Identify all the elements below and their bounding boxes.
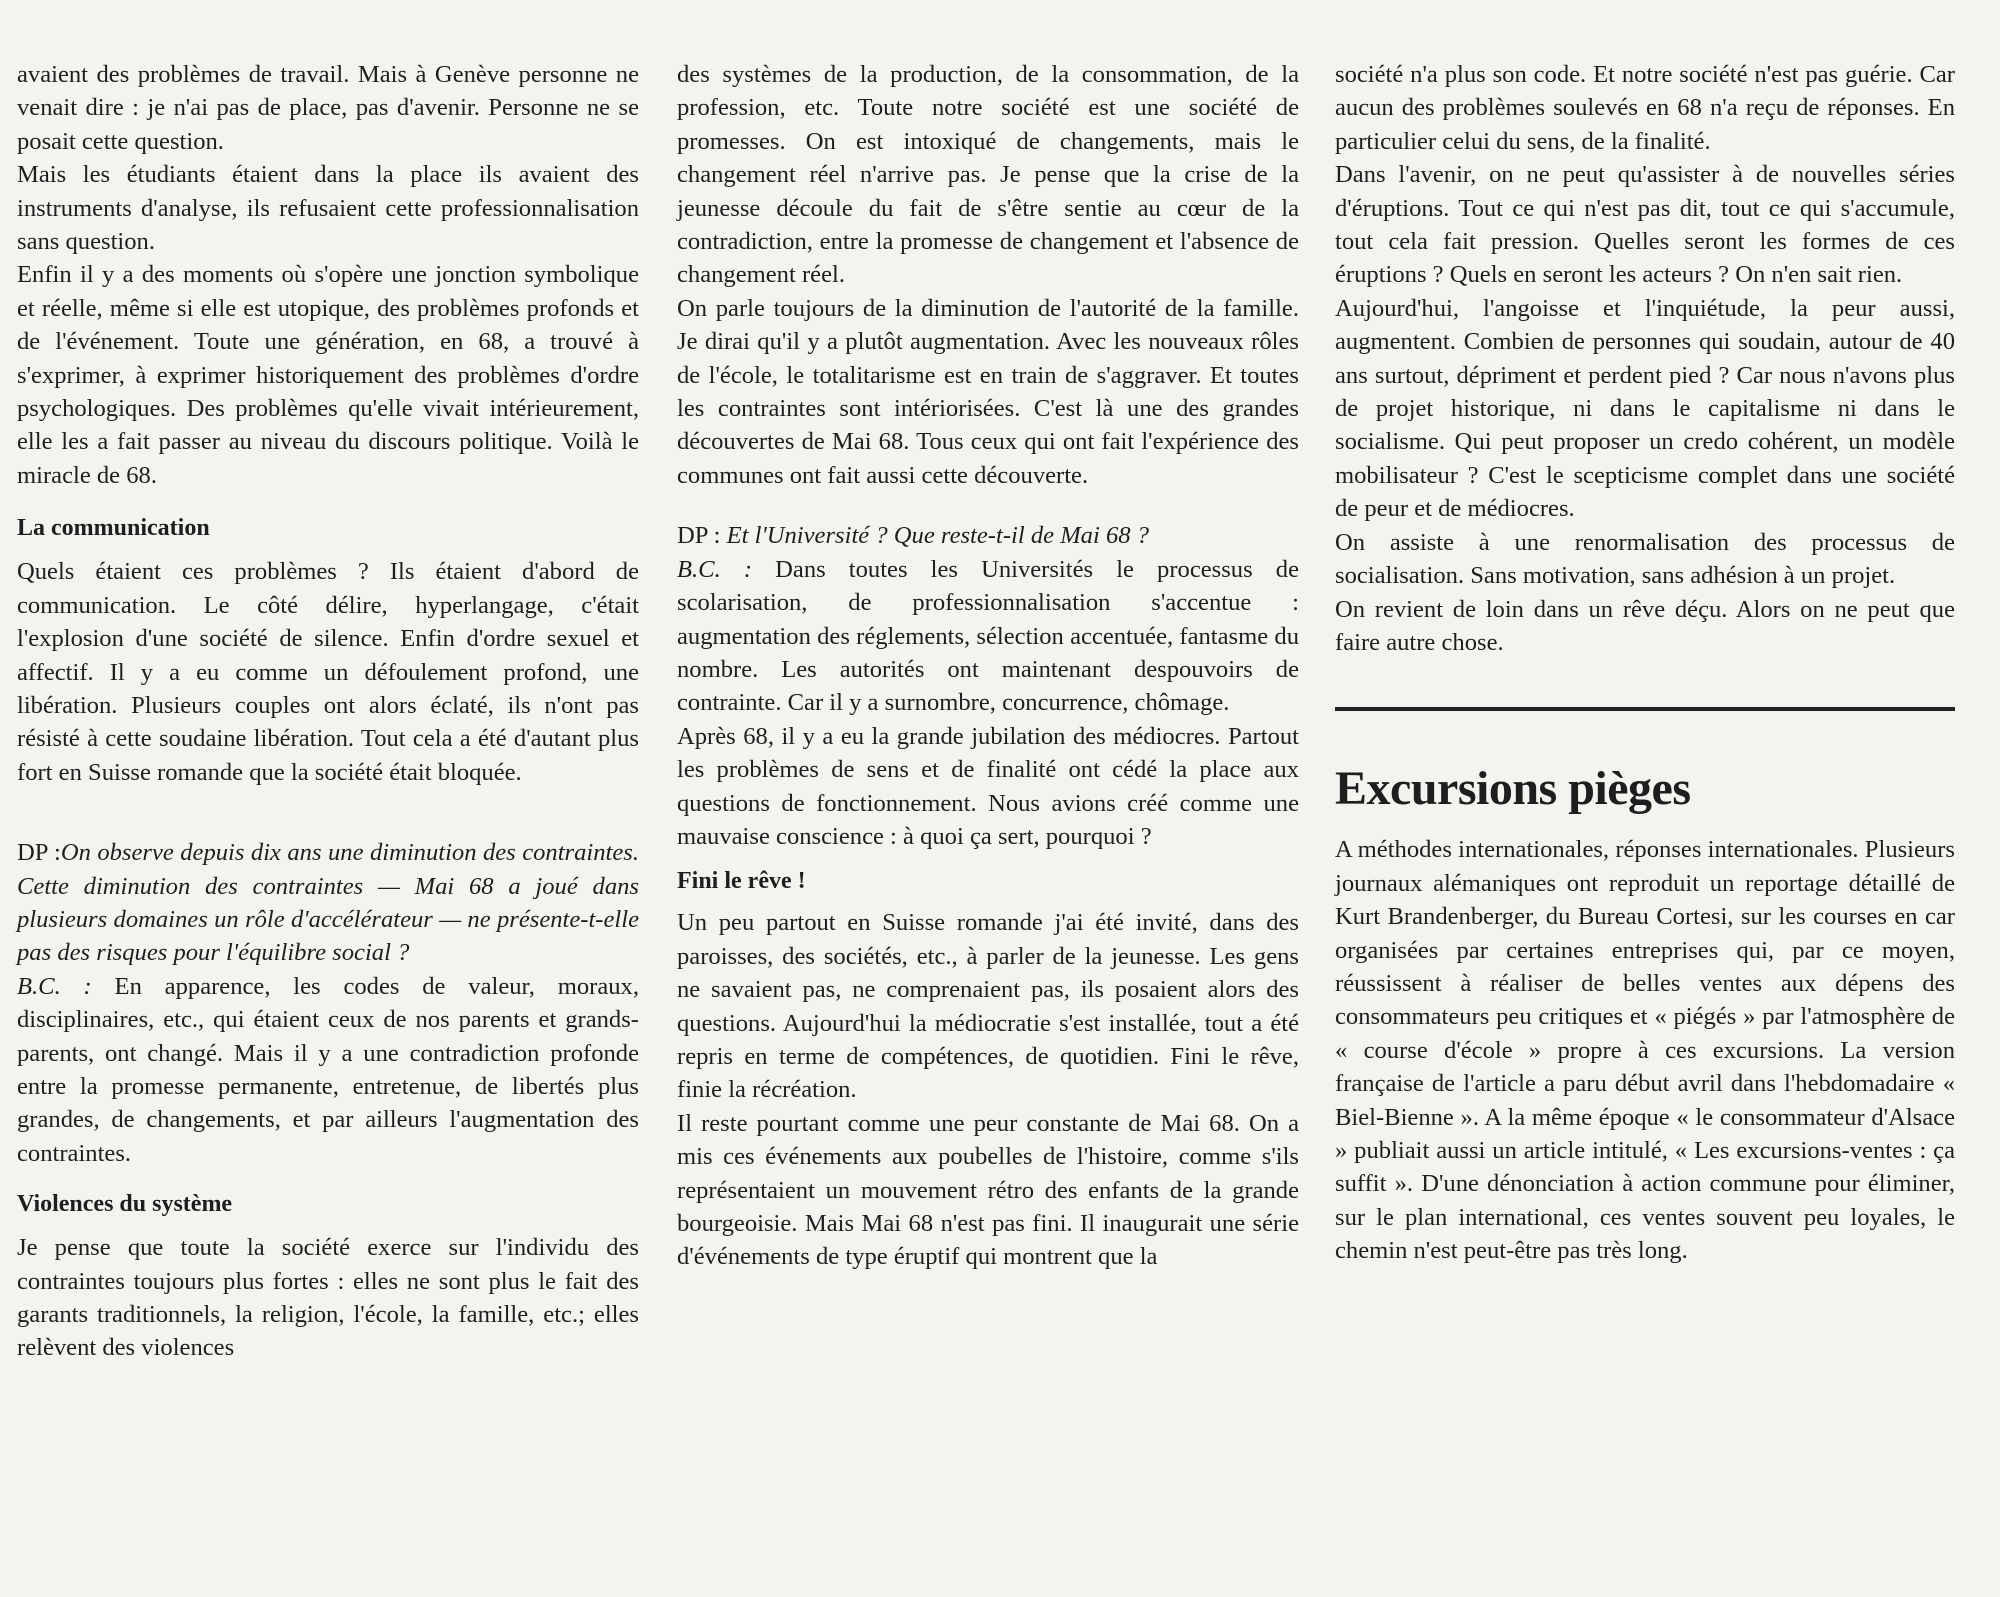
bc-label: B.C. : [17, 972, 92, 1000]
interview-question [677, 519, 1299, 552]
paragraph: On revient de loin dans un rêve déçu. Alors on ne peut que faire autre chose. [1335, 595, 1955, 656]
paragraph: Dans l'avenir, on ne peut qu'assister à de nouvelles séries d'éruptions. Tout ce qui n'est pas dit, tout ce qui s'accumule, tout cela fait pression. Quelles seront les formes de ces éruptions ? Quels en seront les acteurs ? On n'en sait rien. [1335, 161, 1955, 289]
paragraph: Après 68, il y a eu la grande jubilation des médiocres. Partout les problèmes de sens et de finalité ont cédé la place aux questions de fonctionnement. Nous avions créé comme une mauvaise conscience : à quoi ça sert, pourquoi ? [677, 722, 1299, 850]
paragraph: Mais les étudiants étaient dans la place ils avaient des instruments d'analyse, ils refusaient cette professionnalisation sans question. [17, 161, 639, 256]
article-headline: Excursions pièges [1335, 762, 1691, 816]
section-divider [1335, 707, 1955, 711]
interview-answer [677, 553, 1299, 720]
paragraph: Je pense que toute la société exerce sur l'individu des contraintes toujours plus fortes : elles ne sont plus le fait des garants traditionnels, la religion, l'école, la famille, etc.; elles relèvent des violences [17, 1234, 639, 1362]
subheading-violences: Violences du système [17, 1191, 233, 1218]
paragraph: Aujourd'hui, l'angoisse et l'inquiétude, la peur aussi, augmentent. Combien de personnes qui soudain, autour de 40 ans surtout, dépriment et perdent pied ? Car nous n'avons plus de projet historique, ni dans le capitalisme ni dans le socialisme. Qui peut proposer un credo cohérent, un modèle mobilisateur ? C'est le scepticisme complet dans une société de peur et de médiocres. [1335, 294, 1955, 523]
paragraph: Quels étaient ces problèmes ? Ils étaient d'abord de communication. Le côté délire, hyperlangage, c'était l'explosion d'une société de silence. Enfin d'ordre sexuel et affectif. Il y a eu comme un défoulement profond, une libération. Plusieurs couples ont alors éclaté, ils n'ont pas résisté à cette soudaine libération. Tout cela a été d'autant plus fort en Suisse romande que la société était bloquée. [17, 558, 639, 786]
paragraph: des systèmes de la production, de la consommation, de la profession, etc. Toute notre société est une société de promesses. On est intoxiqué de changements, mais le changement réel n'arrive pas. Je pense que la crise de la jeunesse découle du fait de s'être sentie au cœur de la contradiction, entre la promesse de changement et l'absence de changement réel. [677, 61, 1299, 289]
question-text: On observe depuis dix ans une diminution des contraintes. Cette diminution des contraintes — Mai 68 a joué dans plusieurs domaines un rôle d'accélérateur — ne présente-t-elle pas des risques pour l'équilibre social ? [17, 839, 640, 967]
answer-text: En apparence, les codes de valeur, moraux, disciplinaires, etc., qui étaient ceux de nos parents et grands-parents, ont changé. Mais il y a une contradiction profonde entre la promesse permanente, entretenue, de libertés plus grandes, de changements, et par ailleurs l'augmentation des contraintes. [17, 972, 639, 1167]
dp-label: DP : [677, 522, 727, 550]
paragraph: avaient des problèmes de travail. Mais à Genève personne ne venait dire : je n'ai pas de place, pas d'avenir. Personne ne se posait cette question. [17, 61, 639, 155]
question-text: Et l'Université ? Que reste-t-il de Mai 68 ? [726, 522, 1150, 550]
column-2 [677, 58, 1299, 1274]
paragraph: Un peu partout en Suisse romande j'ai été invité, dans des paroisses, des sociétés, etc., à parler de la jeunesse. Les gens ne savaient pas, ne comprenaient pas, ils posaient alors des questions. Aujourd'hui la médiocratie s'est installée, tout a été repris en terme de compétences, de quotidien. Fini le rêve, finie la récréation. [677, 909, 1299, 1104]
bc-label: B.C. : [677, 555, 753, 583]
interview-answer [17, 970, 639, 1170]
subheading-communication: La communication [17, 515, 210, 542]
paragraph: société n'a plus son code. Et notre société n'est pas guérie. Car aucun des problèmes soulevés en 68 n'a reçu de réponses. En particulier celui du sens, de la finalité. [1335, 61, 1955, 155]
paragraph: On assiste à une renormalisation des processus de socialisation. Sans motivation, sans adhésion à un projet. [1335, 528, 1955, 590]
column-1 [17, 58, 639, 1365]
paragraph: Enfin il y a des moments où s'opère une jonction symbolique et réelle, même si elle est utopique, des problèmes profonds et de l'événement. Toute une génération, en 68, a trouvé à s'exprimer, à exprimer historiquement des problèmes d'ordre psychologiques. Des problèmes qu'elle vivait intérieurement, elle les a fait passer au niveau du discours politique. Voilà le miracle de 68. [17, 261, 639, 489]
subheading-fini-le-reve: Fini le rêve ! [677, 868, 806, 895]
interview-question [17, 836, 639, 970]
paragraph: Il reste pourtant comme une peur constante de Mai 68. On a mis ces événements aux poubelles de l'histoire, comme s'ils représentaient un mouvement rétro des enfants de la grande bourgeoisie. Mais Mai 68 n'est pas fini. Il inaugurait une série d'événements de type éruptif qui montrent que la [677, 1109, 1299, 1271]
dp-label: DP : [17, 839, 61, 867]
paragraph: On parle toujours de la diminution de l'autorité de la famille. Je dirai qu'il y a plutôt augmentation. Avec les nouveaux rôles de l'école, le totalitarisme est en train de s'aggraver. Et toutes les contraintes sont intériorisées. C'est là une des grandes découvertes de Mai 68. Tous ceux qui ont fait l'expérience des communes ont fait aussi cette découverte. [677, 294, 1299, 489]
answer-text: Dans toutes les Universités le processus de scolarisation, de professionnalisation s'accentue : augmentation des réglements, sélection accentuée, fantasme du nombre. Les autorités ont maintenant despouvoirs de contrainte. Car il y a surnombre, concurrence, chômage. [677, 555, 1299, 717]
column-3 [1335, 58, 1955, 1268]
paragraph: A méthodes internationales, réponses internationales. Plusieurs journaux alémaniques ont reproduit un reportage détaillé de Kurt Brandenberger, du Bureau Cortesi, sur les courses en car organisées par certaines entreprises qui, par ce moyen, réussissent à réaliser de belles ventes aux dépens des consommateurs peu critiques et « piégés » par l'atmosphère de « course d'école » propre à ces excursions. La version française de l'article a paru début avril dans l'hebdomadaire « Biel-Bienne ». A la même époque « le consommateur d'Alsace » publiait aussi un article intitulé, « Les excursions-ventes : ça suffit ». D'une dénonciation à action commune pour éliminer, sur le plan international, ces ventes souvent peu loyales, le chemin n'est peut-être pas très long. [1335, 836, 1955, 1265]
